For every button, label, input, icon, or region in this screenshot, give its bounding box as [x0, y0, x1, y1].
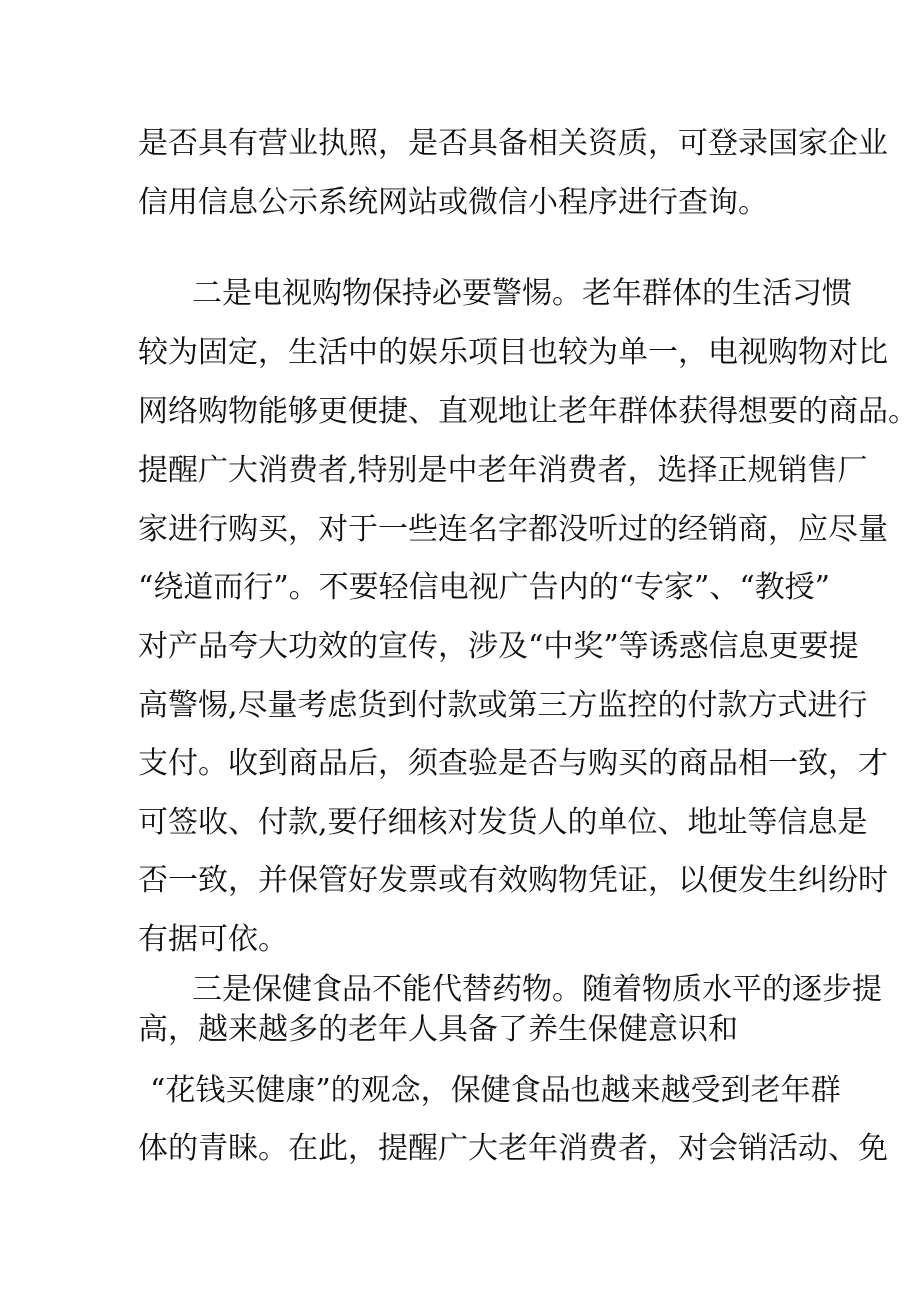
paragraph-line: 否一致，并保管好发票或有效购物凭证，以便发生纠纷时 [138, 863, 888, 898]
paragraph-line: 对产品夸大功效的宣传，涉及“中奖”等诱惑信息更要提 [138, 629, 859, 664]
paragraph-line: “花钱买健康”的观念，保健食品也越来越受到老年群 [150, 1073, 841, 1108]
paragraph-3-first-line: 三是保健食品不能代替药物。随着物质水平的逐步提 [192, 972, 882, 1007]
paragraph-line: 信用信息公示系统网站或微信小程序进行查询。 [138, 185, 768, 220]
paragraph-line: 提醒广大消费者,特别是中老年消费者，选择正规销售厂 [138, 453, 868, 488]
paragraph-line: “绕道而行”。不要轻信电视广告内的“专家”、“教授” [138, 570, 831, 605]
paragraph-line: 体的青睐。在此，提醒广大老年消费者，对会销活动、免 [138, 1131, 888, 1166]
paragraph-line: 支付。收到商品后，须查验是否与购买的商品相一致，才 [138, 746, 888, 781]
paragraph-line: 高警惕,尽量考虑货到付款或第三方监控的付款方式进行 [138, 688, 868, 723]
paragraph-line: 可签收、付款,要仔细核对发货人的单位、地址等信息是 [138, 805, 868, 840]
paragraph-line: 家进行购买，对于一些连名字都没听过的经销商，应尽量 [138, 512, 888, 547]
paragraph-line: 高，越来越多的老年人具备了养生保健意识和 [138, 1012, 738, 1047]
paragraph-2-first-line: 二是电视购物保持必要警惕。老年群体的生活习惯 [192, 276, 852, 311]
paragraph-line: 是否具有营业执照，是否具备相关资质，可登录国家企业 [138, 126, 888, 161]
paragraph-line: 有据可依。 [138, 922, 288, 957]
paragraph-line: 较为固定，生活中的娱乐项目也较为单一，电视购物对比 [138, 335, 888, 370]
paragraph-line: 网络购物能够更便捷、直观地让老年群体获得想要的商品。 [138, 394, 918, 429]
